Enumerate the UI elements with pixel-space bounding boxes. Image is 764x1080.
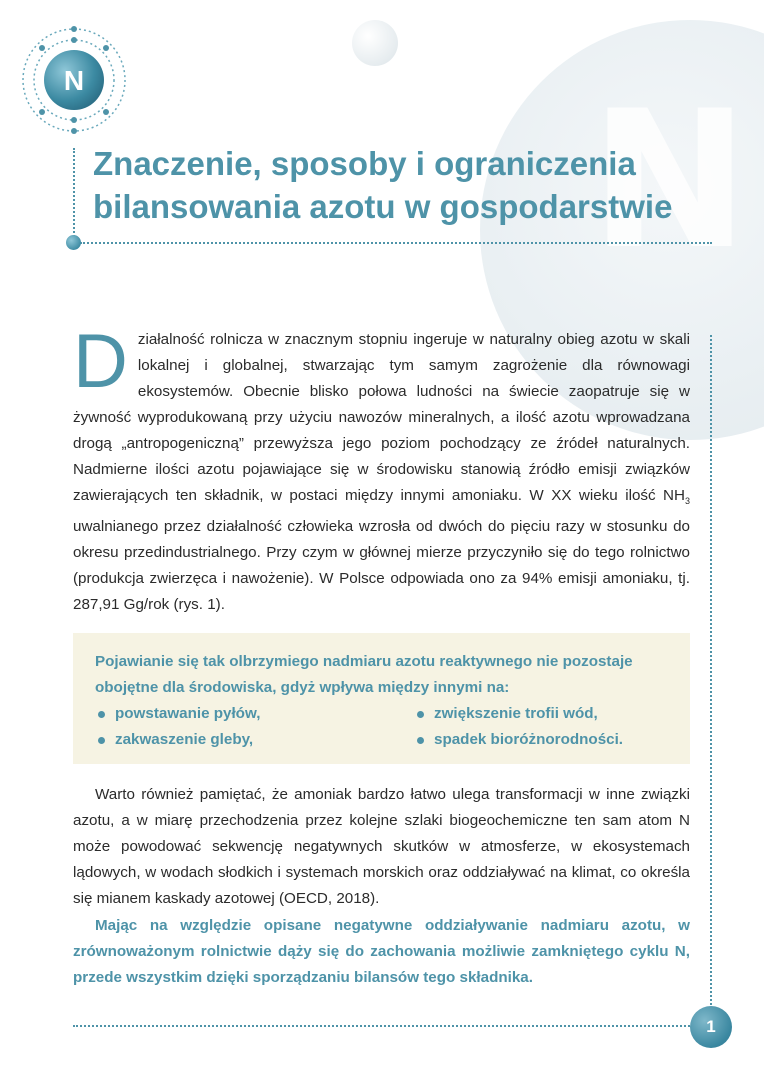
background-bubble <box>352 20 398 66</box>
title-rule-dot <box>66 235 81 250</box>
background-watermark-letter: N <box>590 70 750 291</box>
highlight-lead: Pojawianie się tak olbrzymiego nadmiaru azotu reaktywnego nie pozostaje obojętne dla środowiska, gdyż wpływa między innymi na: <box>95 653 633 696</box>
intro-text-part-1: ziałalność rolnicza w znacznym stopniu ingeruje w naturalny obieg azotu w skali lokalnej i globalnej, stwarzając tym samym zagrożenie dla równowagi ekosystemów. Obecnie blisko połowa ludności na świecie zaopatruje się w żywność wyprodukowaną przy użyciu nawozów mineralnych, a ilość azotu wprowadzana drogą „antropogeniczną” przewyższa jego poziom pochodzący ze źródeł naturalnych. Nadmierne ilości azotu pojawiające się w środowisku stanowią źródło emisji związków zawierających ten składnik, w postaci między innymi amoniaku. W XX wieku ilość NH <box>73 331 690 504</box>
logo-letter: N <box>63 65 85 96</box>
right-rule <box>710 335 712 1005</box>
intro-text-part-2: uwalnianego przez działalność człowieka wzrosła od dwóch do pięciu razy w stosunku do okresu przedindustrialnego. Przy czym w głównej mierze przyczyniło się do tego rolnictwo (produkcja zwierzęca i nawożenie). W Polsce odpowiada ono za 94% emisji amoniaku, tj. 287,91 Gg/rok (rys. 1). <box>73 518 690 614</box>
title-line-1: Znaczenie, sposoby i ograniczenia <box>93 145 636 182</box>
nh3-subscript: 3 <box>684 496 690 507</box>
highlight-list-right <box>414 701 623 753</box>
title-rule-vertical <box>73 148 75 240</box>
paragraph-cascade: Warto również pamiętać, że amoniak bardzo łatwo ulega transformacji w inne związki azotu, a w miarę przechodzenia przez kolejne szlaki biogeochemiczne ten sam atom N może powodować sekwencję negatywnych skutków w atmosferze, w ekosystemach lądowych, w wodach słodkich i systemach morskich oraz oddziaływać na klimat, co określa się mianem kaskady azotowej (OECD, 2018). <box>73 786 690 907</box>
list-item: zwiększenie trofii wód, <box>414 701 623 727</box>
page-title <box>93 142 693 228</box>
highlight-box <box>73 633 690 764</box>
highlight-list-left <box>95 701 260 753</box>
intro-paragraph <box>73 319 690 618</box>
list-item: powstawanie pyłów, <box>95 701 260 727</box>
list-item: spadek bioróżnorodności. <box>414 727 623 753</box>
drop-cap: D <box>73 319 128 404</box>
page-number: 1 <box>690 1006 732 1048</box>
list-item: zakwaszenie gleby, <box>95 727 260 753</box>
paragraph-conclusion: Mając na względzie opisane negatywne oddziaływanie nadmiaru azotu, w zrównoważonym rolnictwie dąży się do zachowania możliwie zamkniętego cyklu N, przede wszystkim dzięki sporządzaniu bilansów tego składnika. <box>73 917 690 986</box>
nitrogen-atom-logo <box>20 26 128 134</box>
bottom-rule <box>73 1025 693 1027</box>
title-rule-horizontal <box>80 242 712 244</box>
title-line-2: bilansowania azotu w gospodarstwie <box>93 188 673 225</box>
